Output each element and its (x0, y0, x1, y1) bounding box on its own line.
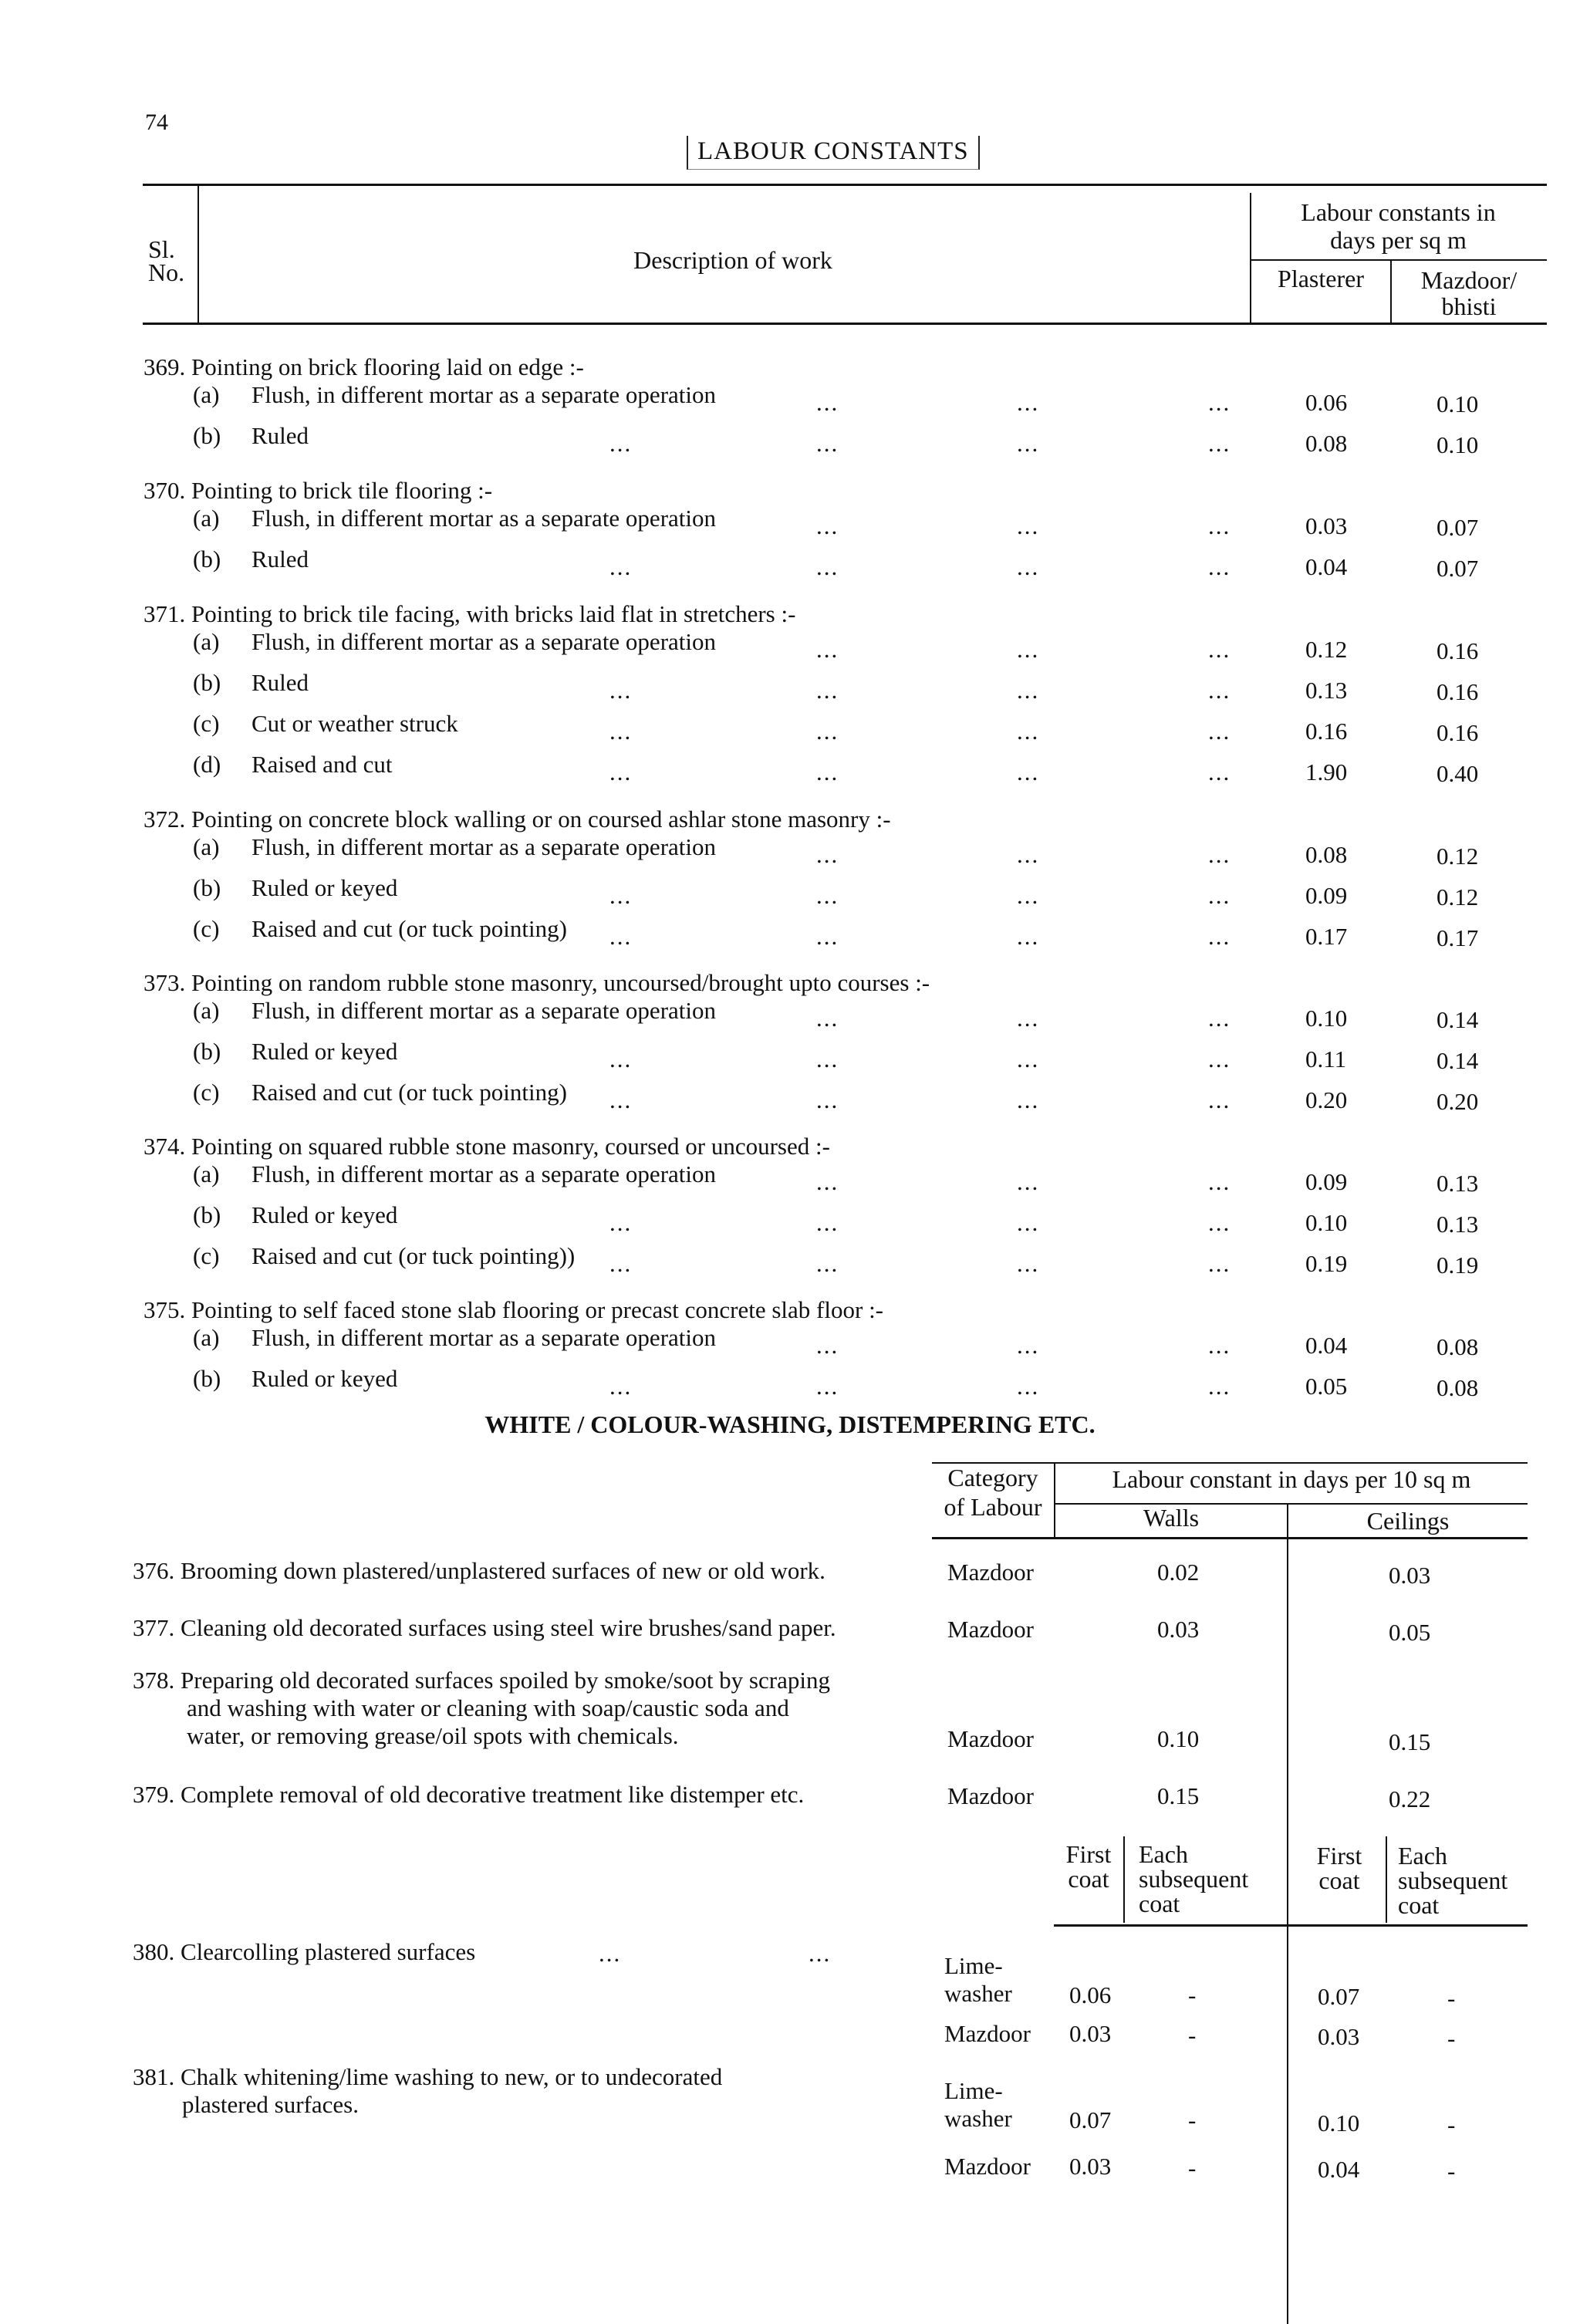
item-380-r2-ceil-first: 0.03 (1318, 2023, 1360, 2050)
sub-item-text: Raised and cut (or tuck pointing) (252, 1079, 567, 1106)
item-381-r1-walls-first: 0.07 (1069, 2106, 1112, 2133)
table-header-bottom-rule (143, 323, 1547, 325)
item-380-text: 380. Clearcolling plastered surfaces (133, 1938, 476, 1965)
mazdoor-value: 0.40 (1437, 760, 1479, 787)
s2-coat-divider-ceilings (1386, 1836, 1387, 1923)
plasterer-value: 0.16 (1305, 718, 1348, 745)
leader-dots: ... (816, 1250, 839, 1277)
sub-item-text: Flush, in different mortar as a separate operation (252, 833, 717, 860)
leader-dots: ... (816, 1045, 839, 1072)
leader-dots: ... (1208, 1332, 1231, 1359)
header-days-per: days per sq m (1330, 226, 1467, 254)
s2-header-ceilings: Ceilings (1366, 1507, 1450, 1535)
sub-item-text: Ruled (252, 422, 309, 449)
s2-header-category: Category (947, 1464, 1038, 1491)
item-381-line2: plastered surfaces. (182, 2091, 359, 2118)
sub-item-text: Flush, in different mortar as a separate operation (252, 505, 717, 532)
leader-dots: ... (816, 841, 839, 868)
s2-header-of-labour: of Labour (944, 1493, 1042, 1521)
item-379-ceilings: 0.22 (1389, 1785, 1431, 1812)
leader-dots: ... (1017, 677, 1040, 704)
item-heading: 369. Pointing on brick flooring laid on edge :- (143, 353, 584, 380)
leader-dots: ... (1017, 512, 1040, 539)
leader-dots: ... (1017, 923, 1040, 950)
leader-dots: ... (1208, 758, 1231, 785)
mazdoor-value: 0.10 (1437, 431, 1479, 458)
item-378-line1: 378. Preparing old decorated surfaces spoiled by smoke/soot by scraping (133, 1667, 830, 1694)
header-sl: Sl. (148, 235, 175, 263)
sub-item-text: Raised and cut (or tuck pointing)) (252, 1242, 576, 1269)
leader-dots: ... (1208, 1209, 1231, 1236)
leader-dots: ... (1017, 882, 1040, 909)
page-number: 74 (145, 110, 168, 135)
leader-dots: ... (1017, 1250, 1040, 1277)
leader-dots: ... (816, 430, 839, 457)
leader-dots: ... (609, 718, 633, 745)
plasterer-value: 0.10 (1305, 1005, 1348, 1032)
leader-dots: ... (1208, 1045, 1231, 1072)
sub-item-label: (b) (193, 1038, 221, 1065)
s2-ceilings-first: First (1316, 1842, 1362, 1870)
item-380-dots-1: ... (599, 1940, 622, 1967)
item-381-r2-walls-first: 0.03 (1069, 2153, 1112, 2180)
plasterer-value: 0.08 (1305, 841, 1348, 868)
plasterer-value: 0.11 (1305, 1045, 1347, 1072)
leader-dots: ... (1017, 1086, 1040, 1113)
leader-dots: ... (609, 1373, 633, 1400)
sub-item-text: Ruled or keyed (252, 1365, 398, 1392)
sub-item-label: (a) (193, 628, 220, 655)
mazdoor-value: 0.08 (1437, 1374, 1479, 1401)
leader-dots: ... (816, 677, 839, 704)
item-heading: 372. Pointing on concrete block walling or on coursed ashlar stone masonry :- (143, 806, 891, 833)
plasterer-value: 0.12 (1305, 636, 1348, 663)
plasterer-value: 0.13 (1305, 677, 1348, 704)
leader-dots: ... (1208, 553, 1231, 580)
mazdoor-value: 0.13 (1437, 1211, 1479, 1238)
sub-item-text: Ruled (252, 669, 309, 696)
item-380-cat2: Mazdoor (944, 2020, 1031, 2047)
plasterer-value: 0.09 (1305, 882, 1348, 909)
leader-dots: ... (609, 430, 633, 457)
leader-dots: ... (1208, 1005, 1231, 1032)
s2-ceilings-subsequent: subsequent (1398, 1866, 1508, 1894)
header-no: No. (148, 258, 185, 286)
plasterer-value: 0.08 (1305, 430, 1348, 457)
sub-item-label: (c) (193, 710, 220, 737)
leader-dots: ... (1017, 1373, 1040, 1400)
item-380-r2-walls-first: 0.03 (1069, 2020, 1112, 2047)
sub-item-label: (b) (193, 1365, 221, 1392)
leader-dots: ... (816, 718, 839, 745)
leader-dots: ... (1208, 430, 1231, 457)
leader-dots: ... (816, 758, 839, 785)
plasterer-value: 0.03 (1305, 512, 1348, 539)
leader-dots: ... (1017, 636, 1040, 663)
s2-header-bottom-rule (932, 1537, 1528, 1539)
leader-dots: ... (1208, 1250, 1231, 1277)
item-378-category: Mazdoor (947, 1725, 1034, 1752)
item-377-text: 377. Cleaning old decorated surfaces using steel wire brushes/sand paper. (133, 1614, 836, 1641)
plasterer-value: 0.04 (1305, 553, 1348, 580)
item-378-line2: and washing with water or cleaning with soap/caustic soda and (187, 1694, 789, 1721)
sub-item-label: (b) (193, 874, 221, 901)
sub-item-label: (c) (193, 1242, 220, 1269)
sub-item-text: Flush, in different mortar as a separate operation (252, 997, 717, 1024)
mazdoor-value: 0.12 (1437, 843, 1479, 870)
sub-item-label: (b) (193, 669, 221, 696)
leader-dots: ... (816, 1086, 839, 1113)
sub-item-label: (c) (193, 1079, 220, 1106)
sub-item-text: Ruled or keyed (252, 1201, 398, 1228)
item-381-r1-walls-each: - (1188, 2106, 1197, 2133)
item-378-line3: water, or removing grease/oil spots with chemicals. (187, 1722, 679, 1749)
item-381-cat1-l1: Lime- (944, 2077, 1003, 2104)
leader-dots: ... (1208, 1373, 1231, 1400)
leader-dots: ... (609, 1250, 633, 1277)
leader-dots: ... (1208, 1086, 1231, 1113)
header-bhisti: bhisti (1441, 292, 1497, 320)
leader-dots: ... (1017, 1332, 1040, 1359)
sub-item-label: (a) (193, 1160, 220, 1187)
mazdoor-value: 0.13 (1437, 1170, 1479, 1197)
item-380-r1-ceil-first: 0.07 (1318, 1983, 1360, 2010)
sub-item-label: (a) (193, 505, 220, 532)
item-381-r1-ceil-first: 0.10 (1318, 2110, 1360, 2137)
s2-walls-each-coat: coat (1139, 1890, 1180, 1917)
sub-item-text: Cut or weather struck (252, 710, 458, 737)
sub-item-label: (a) (193, 997, 220, 1024)
sub-item-label: (d) (193, 751, 221, 778)
sub-item-text: Flush, in different mortar as a separate operation (252, 1324, 717, 1351)
item-381-line1: 381. Chalk whitening/lime washing to new, or to undecorated (133, 2063, 723, 2090)
leader-dots: ... (609, 923, 633, 950)
sub-item-text: Ruled or keyed (252, 874, 398, 901)
plasterer-value: 0.06 (1305, 389, 1348, 416)
leader-dots: ... (609, 1086, 633, 1113)
leader-dots: ... (1208, 636, 1231, 663)
leader-dots: ... (1017, 1209, 1040, 1236)
item-376-category: Mazdoor (947, 1559, 1034, 1586)
col-divider-1 (198, 184, 199, 324)
s2-ceilings-each: Each (1398, 1842, 1447, 1870)
header-sub-rule (1250, 259, 1547, 261)
item-heading: 370. Pointing to brick tile flooring :- (143, 477, 493, 504)
leader-dots: ... (609, 758, 633, 785)
mazdoor-value: 0.20 (1437, 1088, 1479, 1115)
plasterer-value: 0.20 (1305, 1086, 1348, 1113)
leader-dots: ... (609, 1045, 633, 1072)
s2-header-walls: Walls (1143, 1504, 1200, 1532)
leader-dots: ... (1017, 1168, 1040, 1195)
mazdoor-value: 0.14 (1437, 1047, 1479, 1074)
s2-walls-subsequent: subsequent (1139, 1865, 1249, 1893)
leader-dots: ... (1208, 677, 1231, 704)
leader-dots: ... (1208, 923, 1231, 950)
plasterer-value: 0.10 (1305, 1209, 1348, 1236)
sub-item-label: (a) (193, 1324, 220, 1351)
item-378-ceilings: 0.15 (1389, 1728, 1431, 1755)
mazdoor-value: 0.17 (1437, 924, 1479, 951)
item-381-r2-ceil-first: 0.04 (1318, 2156, 1360, 2183)
item-379-text: 379. Complete removal of old decorative treatment like distemper etc. (133, 1781, 805, 1808)
mazdoor-value: 0.12 (1437, 883, 1479, 910)
leader-dots: ... (1208, 718, 1231, 745)
leader-dots: ... (1017, 1045, 1040, 1072)
leader-dots: ... (816, 1209, 839, 1236)
s2-header-labour-constant: Labour constant in days per 10 sq m (1112, 1465, 1471, 1493)
mazdoor-value: 0.08 (1437, 1333, 1479, 1360)
item-380-r2-walls-each: - (1188, 2022, 1197, 2049)
item-380-r1-walls-each: - (1188, 1981, 1197, 2008)
sub-item-label: (b) (193, 546, 221, 573)
sub-item-label: (c) (193, 915, 220, 942)
item-379-walls: 0.15 (1157, 1782, 1200, 1809)
s2-ceilings-each-coat: coat (1398, 1891, 1440, 1919)
leader-dots: ... (609, 1209, 633, 1236)
leader-dots: ... (609, 882, 633, 909)
item-381-r1-ceil-each: - (1447, 2111, 1456, 2138)
plasterer-value: 0.17 (1305, 923, 1348, 950)
mazdoor-value: 0.19 (1437, 1252, 1479, 1279)
plasterer-value: 0.09 (1305, 1168, 1348, 1195)
sub-item-text: Ruled or keyed (252, 1038, 398, 1065)
plasterer-value: 1.90 (1305, 758, 1348, 785)
item-377-walls: 0.03 (1157, 1616, 1200, 1643)
plasterer-value: 0.05 (1305, 1373, 1348, 1400)
leader-dots: ... (1017, 389, 1040, 416)
sub-item-text: Raised and cut (or tuck pointing) (252, 915, 567, 942)
item-376-ceilings: 0.03 (1389, 1562, 1431, 1589)
leader-dots: ... (816, 389, 839, 416)
header-plasterer: Plasterer (1278, 265, 1364, 292)
item-380-cat1-l2: washer (944, 1980, 1012, 2007)
item-heading: 371. Pointing to brick tile facing, with bricks laid flat in stretchers :- (143, 600, 796, 627)
sub-item-label: (b) (193, 1201, 221, 1228)
leader-dots: ... (816, 636, 839, 663)
mazdoor-value: 0.07 (1437, 555, 1479, 582)
table-top-rule (143, 184, 1547, 186)
item-381-cat2: Mazdoor (944, 2153, 1031, 2180)
sub-item-label: (a) (193, 381, 220, 408)
leader-dots: ... (816, 882, 839, 909)
leader-dots: ... (1017, 553, 1040, 580)
leader-dots: ... (1208, 389, 1231, 416)
item-376-walls: 0.02 (1157, 1559, 1200, 1586)
leader-dots: ... (1208, 841, 1231, 868)
item-heading: 375. Pointing to self faced stone slab flooring or precast concrete slab floor :- (143, 1296, 884, 1323)
mazdoor-value: 0.10 (1437, 390, 1479, 417)
sub-item-label: (a) (193, 833, 220, 860)
leader-dots: ... (1017, 758, 1040, 785)
item-heading: 373. Pointing on random rubble stone masonry, uncoursed/brought upto courses :- (143, 969, 930, 996)
item-380-r2-ceil-each: - (1447, 2025, 1456, 2052)
leader-dots: ... (1017, 430, 1040, 457)
mazdoor-value: 0.07 (1437, 514, 1479, 541)
leader-dots: ... (816, 512, 839, 539)
leader-dots: ... (816, 1332, 839, 1359)
item-378-walls: 0.10 (1157, 1725, 1200, 1752)
s2-ceilings-first-coat: coat (1318, 1866, 1360, 1894)
sub-item-text: Flush, in different mortar as a separate operation (252, 1160, 717, 1187)
item-381-r2-ceil-each: - (1447, 2157, 1456, 2184)
sub-item-text: Ruled (252, 546, 309, 573)
leader-dots: ... (1017, 1005, 1040, 1032)
item-380-r1-walls-first: 0.06 (1069, 1981, 1112, 2008)
leader-dots: ... (816, 553, 839, 580)
mazdoor-value: 0.14 (1437, 1006, 1479, 1033)
s2-coat-bottom-rule (1054, 1924, 1528, 1927)
leader-dots: ... (1017, 841, 1040, 868)
leader-dots: ... (816, 1168, 839, 1195)
s2-walls-each: Each (1139, 1840, 1188, 1868)
leader-dots: ... (816, 1373, 839, 1400)
mazdoor-value: 0.16 (1437, 719, 1479, 746)
leader-dots: ... (1017, 718, 1040, 745)
leader-dots: ... (1208, 1168, 1231, 1195)
section-title-washing: WHITE / COLOUR-WASHING, DISTEMPERING ETC. (484, 1410, 1096, 1438)
header-labour-constants: Labour constants in (1301, 198, 1496, 226)
s2-coat-divider-walls (1123, 1836, 1125, 1923)
sub-item-text: Raised and cut (252, 751, 393, 778)
sub-item-label: (b) (193, 422, 221, 449)
item-376-text: 376. Brooming down plastered/unplastered surfaces of new or old work. (133, 1557, 825, 1584)
leader-dots: ... (1208, 512, 1231, 539)
header-description: Description of work (633, 246, 832, 274)
item-377-category: Mazdoor (947, 1616, 1034, 1643)
s2-walls-first: First (1065, 1840, 1112, 1868)
leader-dots: ... (816, 923, 839, 950)
plasterer-value: 0.19 (1305, 1250, 1348, 1277)
sub-item-text: Flush, in different mortar as a separate operation (252, 628, 717, 655)
item-381-cat1-l2: washer (944, 2105, 1012, 2132)
item-381-r2-walls-each: - (1188, 2154, 1197, 2181)
mazdoor-value: 0.16 (1437, 637, 1479, 664)
s2-walls-ceilings-divider (1287, 1505, 1288, 2324)
item-heading: 374. Pointing on squared rubble stone masonry, coursed or uncoursed :- (143, 1133, 830, 1160)
leader-dots: ... (609, 677, 633, 704)
header-mazdoor: Mazdoor/ (1420, 266, 1518, 294)
mazdoor-value: 0.16 (1437, 678, 1479, 705)
item-380-cat1-l1: Lime- (944, 1952, 1003, 1979)
plasterer-value: 0.04 (1305, 1332, 1348, 1359)
item-379-category: Mazdoor (947, 1782, 1034, 1809)
s2-walls-first-coat: coat (1068, 1865, 1109, 1893)
sub-item-text: Flush, in different mortar as a separate operation (252, 381, 717, 408)
item-380-r1-ceil-each: - (1447, 1985, 1456, 2012)
leader-dots: ... (816, 1005, 839, 1032)
item-380-dots-2: ... (809, 1940, 832, 1967)
item-377-ceilings: 0.05 (1389, 1619, 1431, 1646)
leader-dots: ... (1208, 882, 1231, 909)
page-title: LABOUR CONSTANTS (687, 136, 980, 170)
leader-dots: ... (609, 553, 633, 580)
